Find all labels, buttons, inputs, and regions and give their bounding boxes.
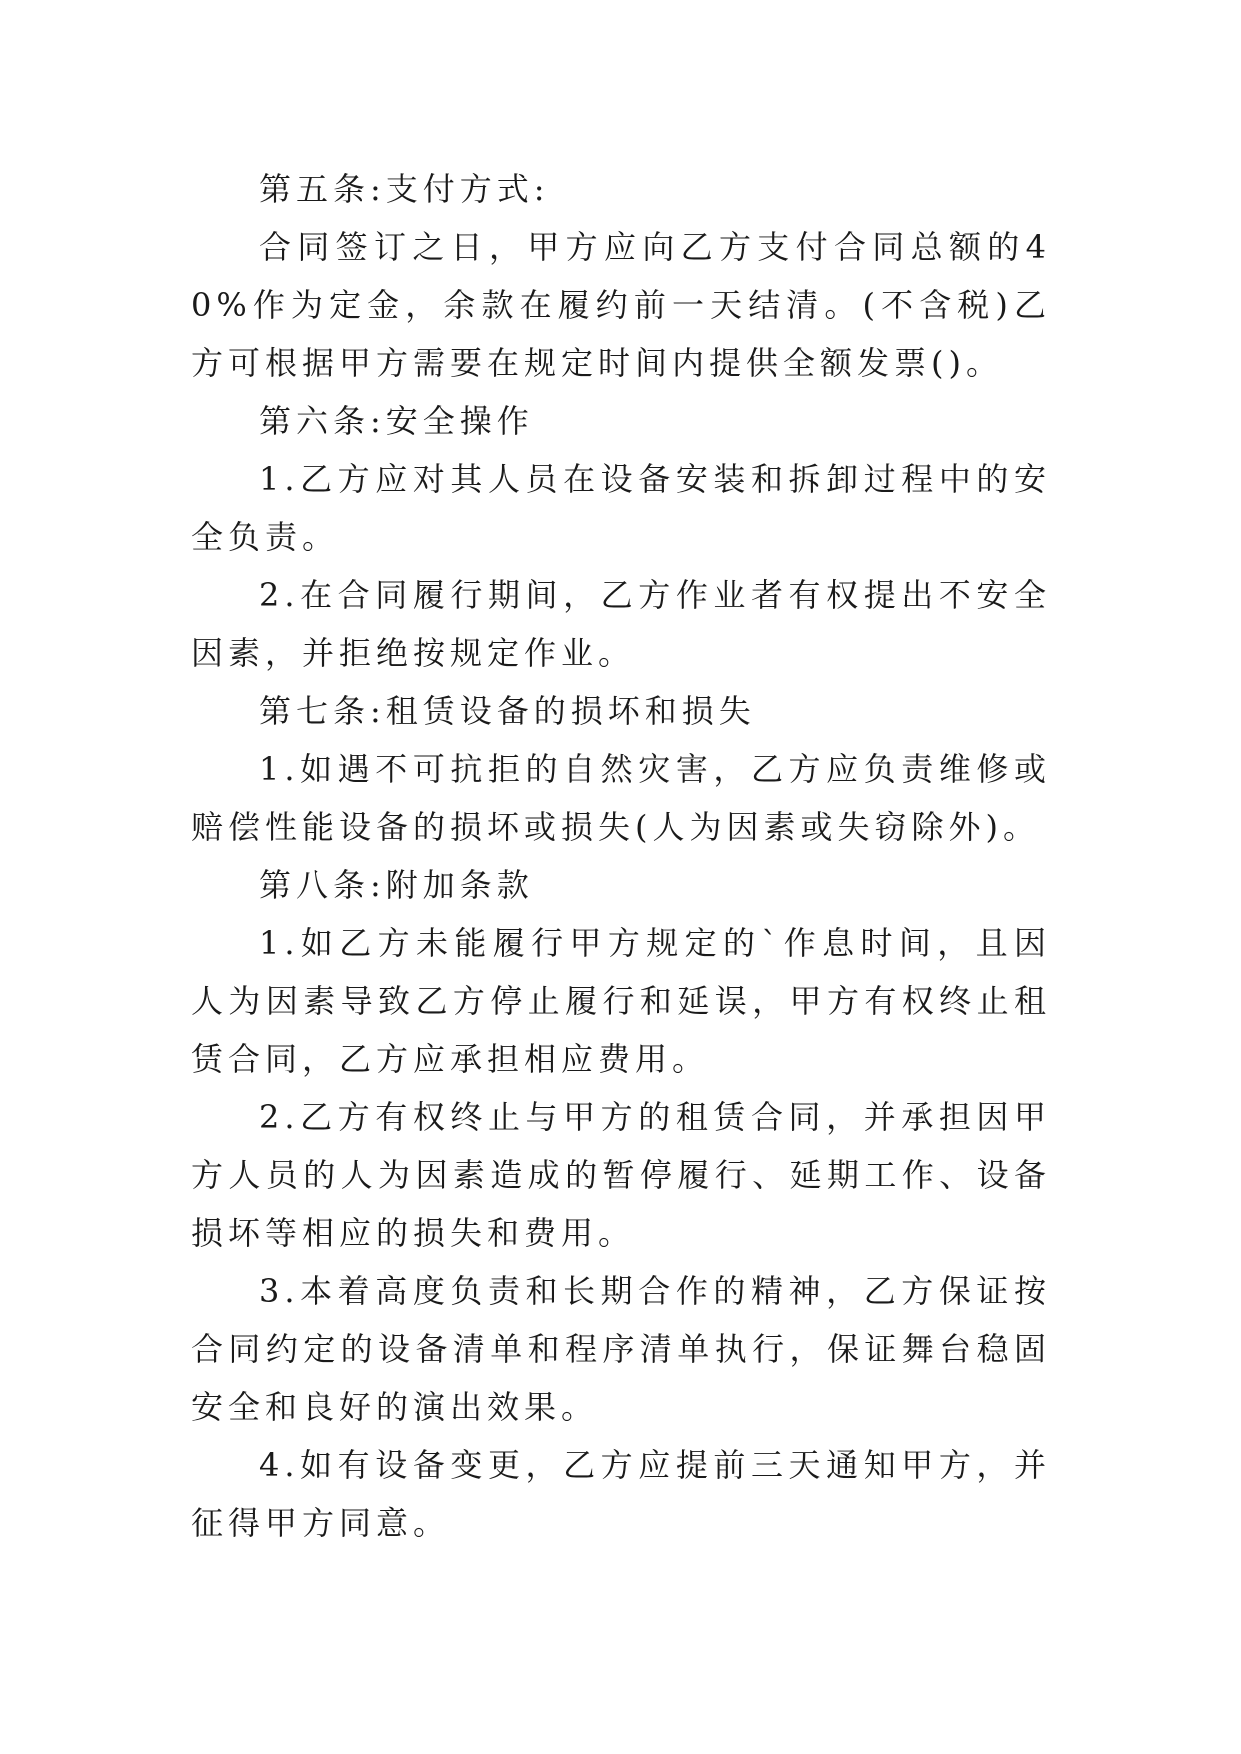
article-8-clause-1: 1.如乙方未能履行甲方规定的`作息时间，且因人为因素导致乙方停止履行和延误，甲方有权终止租赁合同，乙方应承担相应费用。 <box>191 924 1051 1078</box>
article-8-clause-3: 3.本着高度负责和长期合作的精神，乙方保证按合同约定的设备清单和程序清单执行，保证舞台稳固安全和良好的演出效果。 <box>191 1272 1051 1426</box>
article-6-clause-1: 1.乙方应对其人员在设备安装和拆卸过程中的安全负责。 <box>191 460 1051 556</box>
article-8-clause-4: 4.如有设备变更，乙方应提前三天通知甲方，并征得甲方同意。 <box>191 1446 1051 1542</box>
article-6-clause-2: 2.在合同履行期间，乙方作业者有权提出不安全因素，并拒绝按规定作业。 <box>191 576 1051 672</box>
article-5-heading: 第五条:支付方式: <box>259 170 550 208</box>
article-7-clause-1: 1.如遇不可抗拒的自然灾害，乙方应负责维修或赔偿性能设备的损坏或损失(人为因素或失窃除外)。 <box>191 750 1051 846</box>
document-page <box>191 160 1051 1552</box>
article-8-clause-2: 2.乙方有权终止与甲方的租赁合同，并承担因甲方人员的人为因素造成的暂停履行、延期工作、设备损坏等相应的损失和费用。 <box>191 1098 1051 1252</box>
article-5-body: 合同签订之日，甲方应向乙方支付合同总额的40%作为定金，余款在履约前一天结清。(不含税)乙方可根据甲方需要在规定时间内提供全额发票()。 <box>191 228 1051 382</box>
article-6-heading: 第六条:安全操作 <box>259 402 534 440</box>
article-7-heading: 第七条:租赁设备的损坏和损失 <box>259 692 756 730</box>
article-8-heading: 第八条:附加条款 <box>259 866 534 904</box>
